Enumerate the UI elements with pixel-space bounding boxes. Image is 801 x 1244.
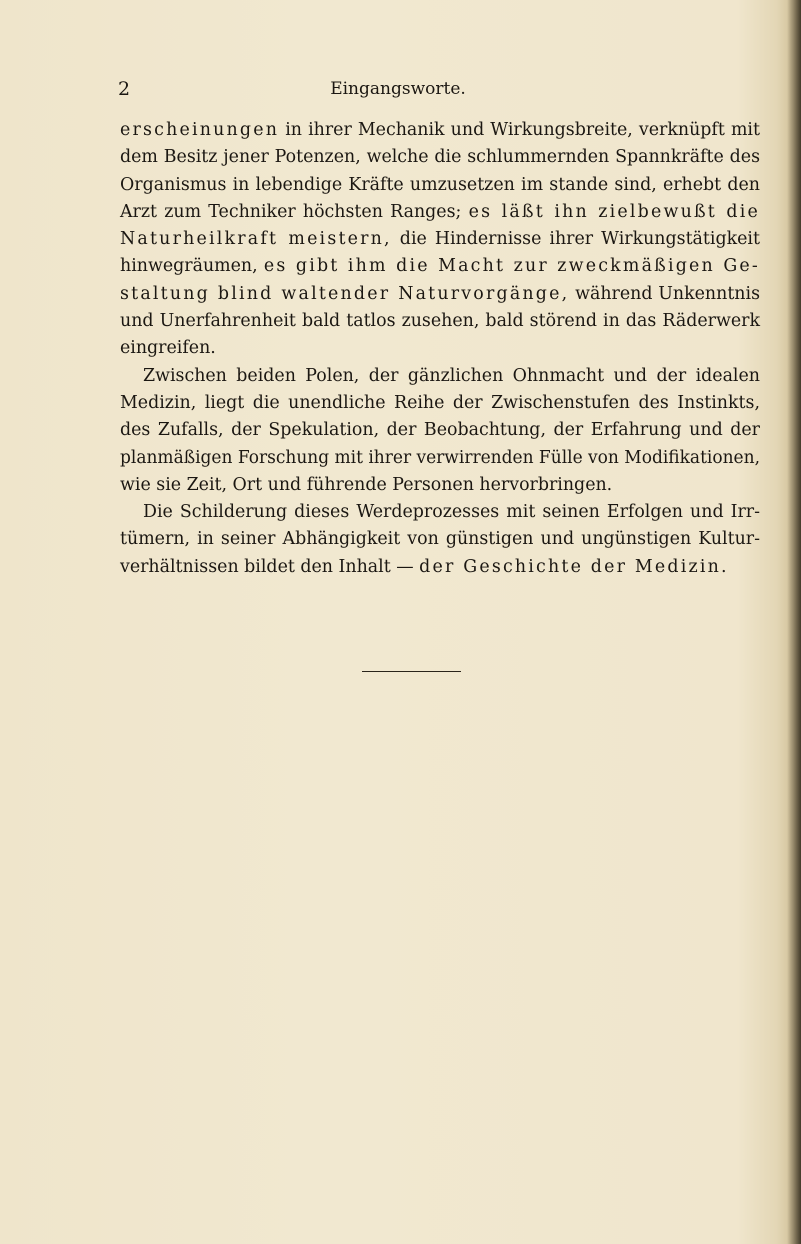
text-segment: Die Schilderung dieses Werdeprozesses mit seinen Erfolgen und Irr- [143,502,760,523]
text-line [120,226,760,253]
spaced-text: erscheinungen [120,120,280,140]
text-line [120,363,760,390]
text-segment: Zwischen beiden Polen, der gänzlichen Ohnmacht und der idealen [143,365,760,386]
text-segment: während Unkenntnis [569,283,760,304]
text-line [120,499,760,526]
text-segment: planmäßigen Forschung mit ihrer verwirrenden Fülle von Modifikationen, [120,447,760,468]
text-line [120,144,760,171]
text-segment: verhältnissen bildet den Inhalt — [120,556,420,577]
text-line [120,281,760,308]
spaced-text: der Geschichte der Medizin. [419,556,729,577]
text-line [120,253,760,280]
text-segment: und Unerfahrenheit bald tatlos zusehen, bald störend in das Räderwerk [120,311,760,332]
body-text [120,117,760,581]
text-line [120,554,760,581]
page-header [118,78,678,104]
spaced-text: es läßt ihn zielbewußt die [468,201,760,222]
running-title: Eingangsworte. [330,79,466,99]
text-line [120,472,760,499]
section-divider-rule [362,671,461,672]
text-segment: in ihrer Mechanik und Wirkungsbreite, verknüpft mit [279,120,760,140]
text-line [120,526,760,553]
text-line [120,445,760,472]
text-segment: wie sie Zeit, Ort und führende Personen hervorbringen. [120,474,613,495]
text-segment: dem Besitz jener Potenzen, welche die schlummernden Spannkräfte des [120,147,760,168]
text-segment: die Hindernisse ihrer Wirkungstätigkeit [391,229,760,250]
text-segment: des Zufalls, der Spekulation, der Beobachtung, der Erfahrung und der [120,420,760,441]
text-line [120,199,760,226]
spaced-text: staltung blind waltender Naturvorgänge, [120,283,570,304]
text-line [120,417,760,444]
spaced-text: es gibt ihm die Macht zur zweckmäßigen Ge- [263,256,760,277]
text-segment: Medizin, liegt die unendliche Reihe der Zwischenstufen des Instinkts, [120,392,760,413]
text-line [120,390,760,417]
text-line [120,335,760,362]
text-line [120,117,760,144]
text-line [120,308,760,335]
spaced-text: Naturheilkraft meistern, [120,229,392,250]
page-edge-shadow [787,0,801,1244]
page-number: 2 [118,78,131,100]
text-line [120,172,760,199]
text-segment: Arzt zum Techniker höchsten Ranges; [120,201,469,222]
text-segment: hinwegräumen, [120,256,264,277]
text-segment: Organismus in lebendige Kräfte umzusetzen im stande sind, erhebt den [120,174,760,195]
text-segment: eingreifen. [120,338,216,359]
text-segment: tümern, in seiner Abhängigkeit von günstigen und ungünstigen Kultur- [120,529,760,550]
